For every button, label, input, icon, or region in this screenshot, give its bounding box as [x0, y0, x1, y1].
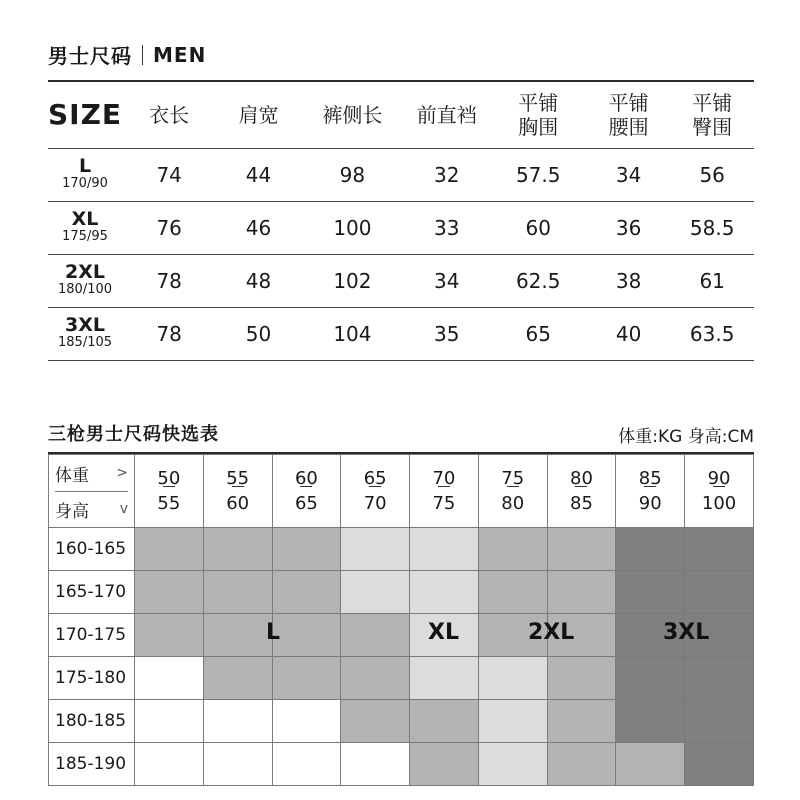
weight-range-header: 50 55	[135, 455, 204, 528]
title-en: MEN	[153, 42, 207, 67]
size-value-cell: 34	[404, 255, 489, 308]
weight-header-row	[49, 455, 754, 528]
size-grid-cell	[341, 571, 410, 614]
height-range-label: 160-165	[49, 528, 135, 571]
size-grid-cell	[135, 528, 204, 571]
size-grid-cell	[135, 614, 204, 657]
title-divider	[142, 45, 143, 65]
size-name: L	[78, 155, 92, 177]
col-header-hip: 平铺 臀围	[670, 82, 754, 149]
size-grid-cell	[272, 571, 341, 614]
size-value-cell: 78	[122, 255, 216, 308]
size-value-cell: 50	[216, 308, 300, 361]
weight-range-header: 80 85	[547, 455, 616, 528]
size-grid-cell	[135, 743, 204, 786]
height-row	[49, 614, 754, 657]
size-height-chest: 185/105	[58, 335, 113, 350]
size-value-cell: 76	[122, 202, 216, 255]
size-value-cell: 48	[216, 255, 300, 308]
height-range-label: 185-190	[49, 743, 135, 786]
size-grid-cell	[203, 657, 272, 700]
size-label-cell	[48, 255, 122, 308]
size-grid-cell	[203, 743, 272, 786]
size-table	[48, 82, 754, 361]
height-row	[49, 700, 754, 743]
size-label-cell	[48, 308, 122, 361]
zone-label-l: L	[266, 620, 281, 645]
size-value-cell: 38	[587, 255, 670, 308]
size-value-cell: 100	[301, 202, 404, 255]
weight-range-header: 65 70	[341, 455, 410, 528]
size-grid-cell	[616, 700, 685, 743]
size-name: 2XL	[65, 261, 105, 283]
height-row	[49, 528, 754, 571]
size-value-cell: 34	[587, 149, 670, 202]
size-grid-cell	[410, 700, 479, 743]
size-grid-cell	[410, 657, 479, 700]
quick-chart-title: 三枪男士尺码快选表	[48, 424, 219, 445]
size-row	[48, 202, 754, 255]
size-grid-cell	[685, 571, 754, 614]
size-name: 3XL	[65, 314, 105, 336]
arrow-down-icon: v	[119, 501, 128, 517]
size-name: XL	[71, 208, 99, 230]
size-grid-cell	[685, 700, 754, 743]
size-grid-cell	[478, 743, 547, 786]
col-header-waist: 平铺 腰围	[587, 82, 670, 149]
size-row	[48, 149, 754, 202]
unit-note: 体重:KG 身高:CM	[618, 427, 754, 447]
quick-size-chart	[48, 452, 754, 786]
size-grid-cell	[272, 528, 341, 571]
size-value-cell: 56	[670, 149, 754, 202]
size-grid-cell	[410, 571, 479, 614]
height-row	[49, 657, 754, 700]
size-grid-cell	[135, 571, 204, 614]
size-row	[48, 308, 754, 361]
weight-range-header: 55 60	[203, 455, 272, 528]
col-header-chest: 平铺 胸围	[489, 82, 586, 149]
col-header-pants-length: 裤侧长	[301, 82, 404, 149]
size-grid-cell	[547, 700, 616, 743]
size-grid-cell	[478, 700, 547, 743]
size-grid-cell	[203, 571, 272, 614]
title-cn: 男士尺码	[48, 44, 132, 68]
col-header-shoulder: 肩宽	[216, 82, 300, 149]
size-grid-cell	[685, 528, 754, 571]
size-value-cell: 36	[587, 202, 670, 255]
size-height-chest: 180/100	[58, 282, 113, 297]
size-height-chest: 175/95	[62, 229, 108, 244]
size-table-header-row	[48, 82, 754, 149]
size-grid-cell	[410, 528, 479, 571]
size-grid-cell	[272, 743, 341, 786]
corner-header	[49, 455, 135, 528]
size-grid-cell	[341, 614, 410, 657]
size-value-cell: 102	[301, 255, 404, 308]
size-grid-cell	[135, 657, 204, 700]
size-grid-cell	[616, 571, 685, 614]
size-label-cell	[48, 202, 122, 255]
size-grid-cell	[272, 614, 341, 657]
size-value-cell: 57.5	[489, 149, 586, 202]
size-value-cell: 35	[404, 308, 489, 361]
weight-range-header: 75 80	[478, 455, 547, 528]
size-value-cell: 62.5	[489, 255, 586, 308]
quick-size-grid	[48, 454, 754, 786]
size-grid-cell	[547, 528, 616, 571]
col-header-length: 衣长	[122, 82, 216, 149]
size-grid-cell	[410, 743, 479, 786]
size-value-cell: 74	[122, 149, 216, 202]
size-row	[48, 255, 754, 308]
size-grid-cell	[341, 528, 410, 571]
col-header-front-rise: 前直裆	[404, 82, 489, 149]
size-value-cell: 58.5	[670, 202, 754, 255]
height-range-label: 180-185	[49, 700, 135, 743]
weight-range-header: 90 100	[685, 455, 754, 528]
weight-range-header: 60 65	[272, 455, 341, 528]
size-grid-cell	[203, 700, 272, 743]
size-label-cell	[48, 149, 122, 202]
size-grid-cell	[547, 657, 616, 700]
size-grid-cell	[341, 657, 410, 700]
size-grid-cell	[616, 743, 685, 786]
size-grid-cell	[478, 657, 547, 700]
size-value-cell: 78	[122, 308, 216, 361]
size-grid-cell	[272, 700, 341, 743]
size-value-cell: 61	[670, 255, 754, 308]
size-grid-cell	[341, 743, 410, 786]
zone-label-2xl: 2XL	[528, 620, 575, 645]
size-value-cell: 46	[216, 202, 300, 255]
size-grid-cell	[478, 571, 547, 614]
size-value-cell: 65	[489, 308, 586, 361]
size-grid-cell	[616, 657, 685, 700]
height-row	[49, 743, 754, 786]
size-grid-cell	[203, 528, 272, 571]
arrow-right-icon: >	[116, 465, 128, 481]
height-range-label: 170-175	[49, 614, 135, 657]
size-grid-cell	[203, 614, 272, 657]
size-grid-cell	[135, 700, 204, 743]
size-grid-cell	[547, 571, 616, 614]
weight-range-header: 70 75	[410, 455, 479, 528]
size-grid-cell	[616, 528, 685, 571]
size-grid-cell	[685, 743, 754, 786]
height-axis-label: 身高 v	[55, 501, 128, 522]
size-grid-cell	[341, 700, 410, 743]
size-value-cell: 63.5	[670, 308, 754, 361]
height-range-label: 165-170	[49, 571, 135, 614]
zone-label-xl: XL	[428, 620, 459, 645]
col-header-size: SIZE	[48, 82, 122, 149]
size-height-chest: 170/90	[62, 176, 108, 191]
size-grid-cell	[478, 528, 547, 571]
page-title	[48, 40, 206, 69]
size-value-cell: 60	[489, 202, 586, 255]
size-grid-cell	[272, 657, 341, 700]
size-value-cell: 44	[216, 149, 300, 202]
size-grid-cell	[547, 743, 616, 786]
size-value-cell: 32	[404, 149, 489, 202]
weight-axis-label: 体重 >	[55, 455, 128, 492]
size-grid-cell	[685, 657, 754, 700]
height-range-label: 175-180	[49, 657, 135, 700]
weight-range-header: 85 90	[616, 455, 685, 528]
size-value-cell: 40	[587, 308, 670, 361]
size-value-cell: 33	[404, 202, 489, 255]
size-value-cell: 98	[301, 149, 404, 202]
zone-label-3xl: 3XL	[663, 620, 710, 645]
height-row	[49, 571, 754, 614]
size-value-cell: 104	[301, 308, 404, 361]
